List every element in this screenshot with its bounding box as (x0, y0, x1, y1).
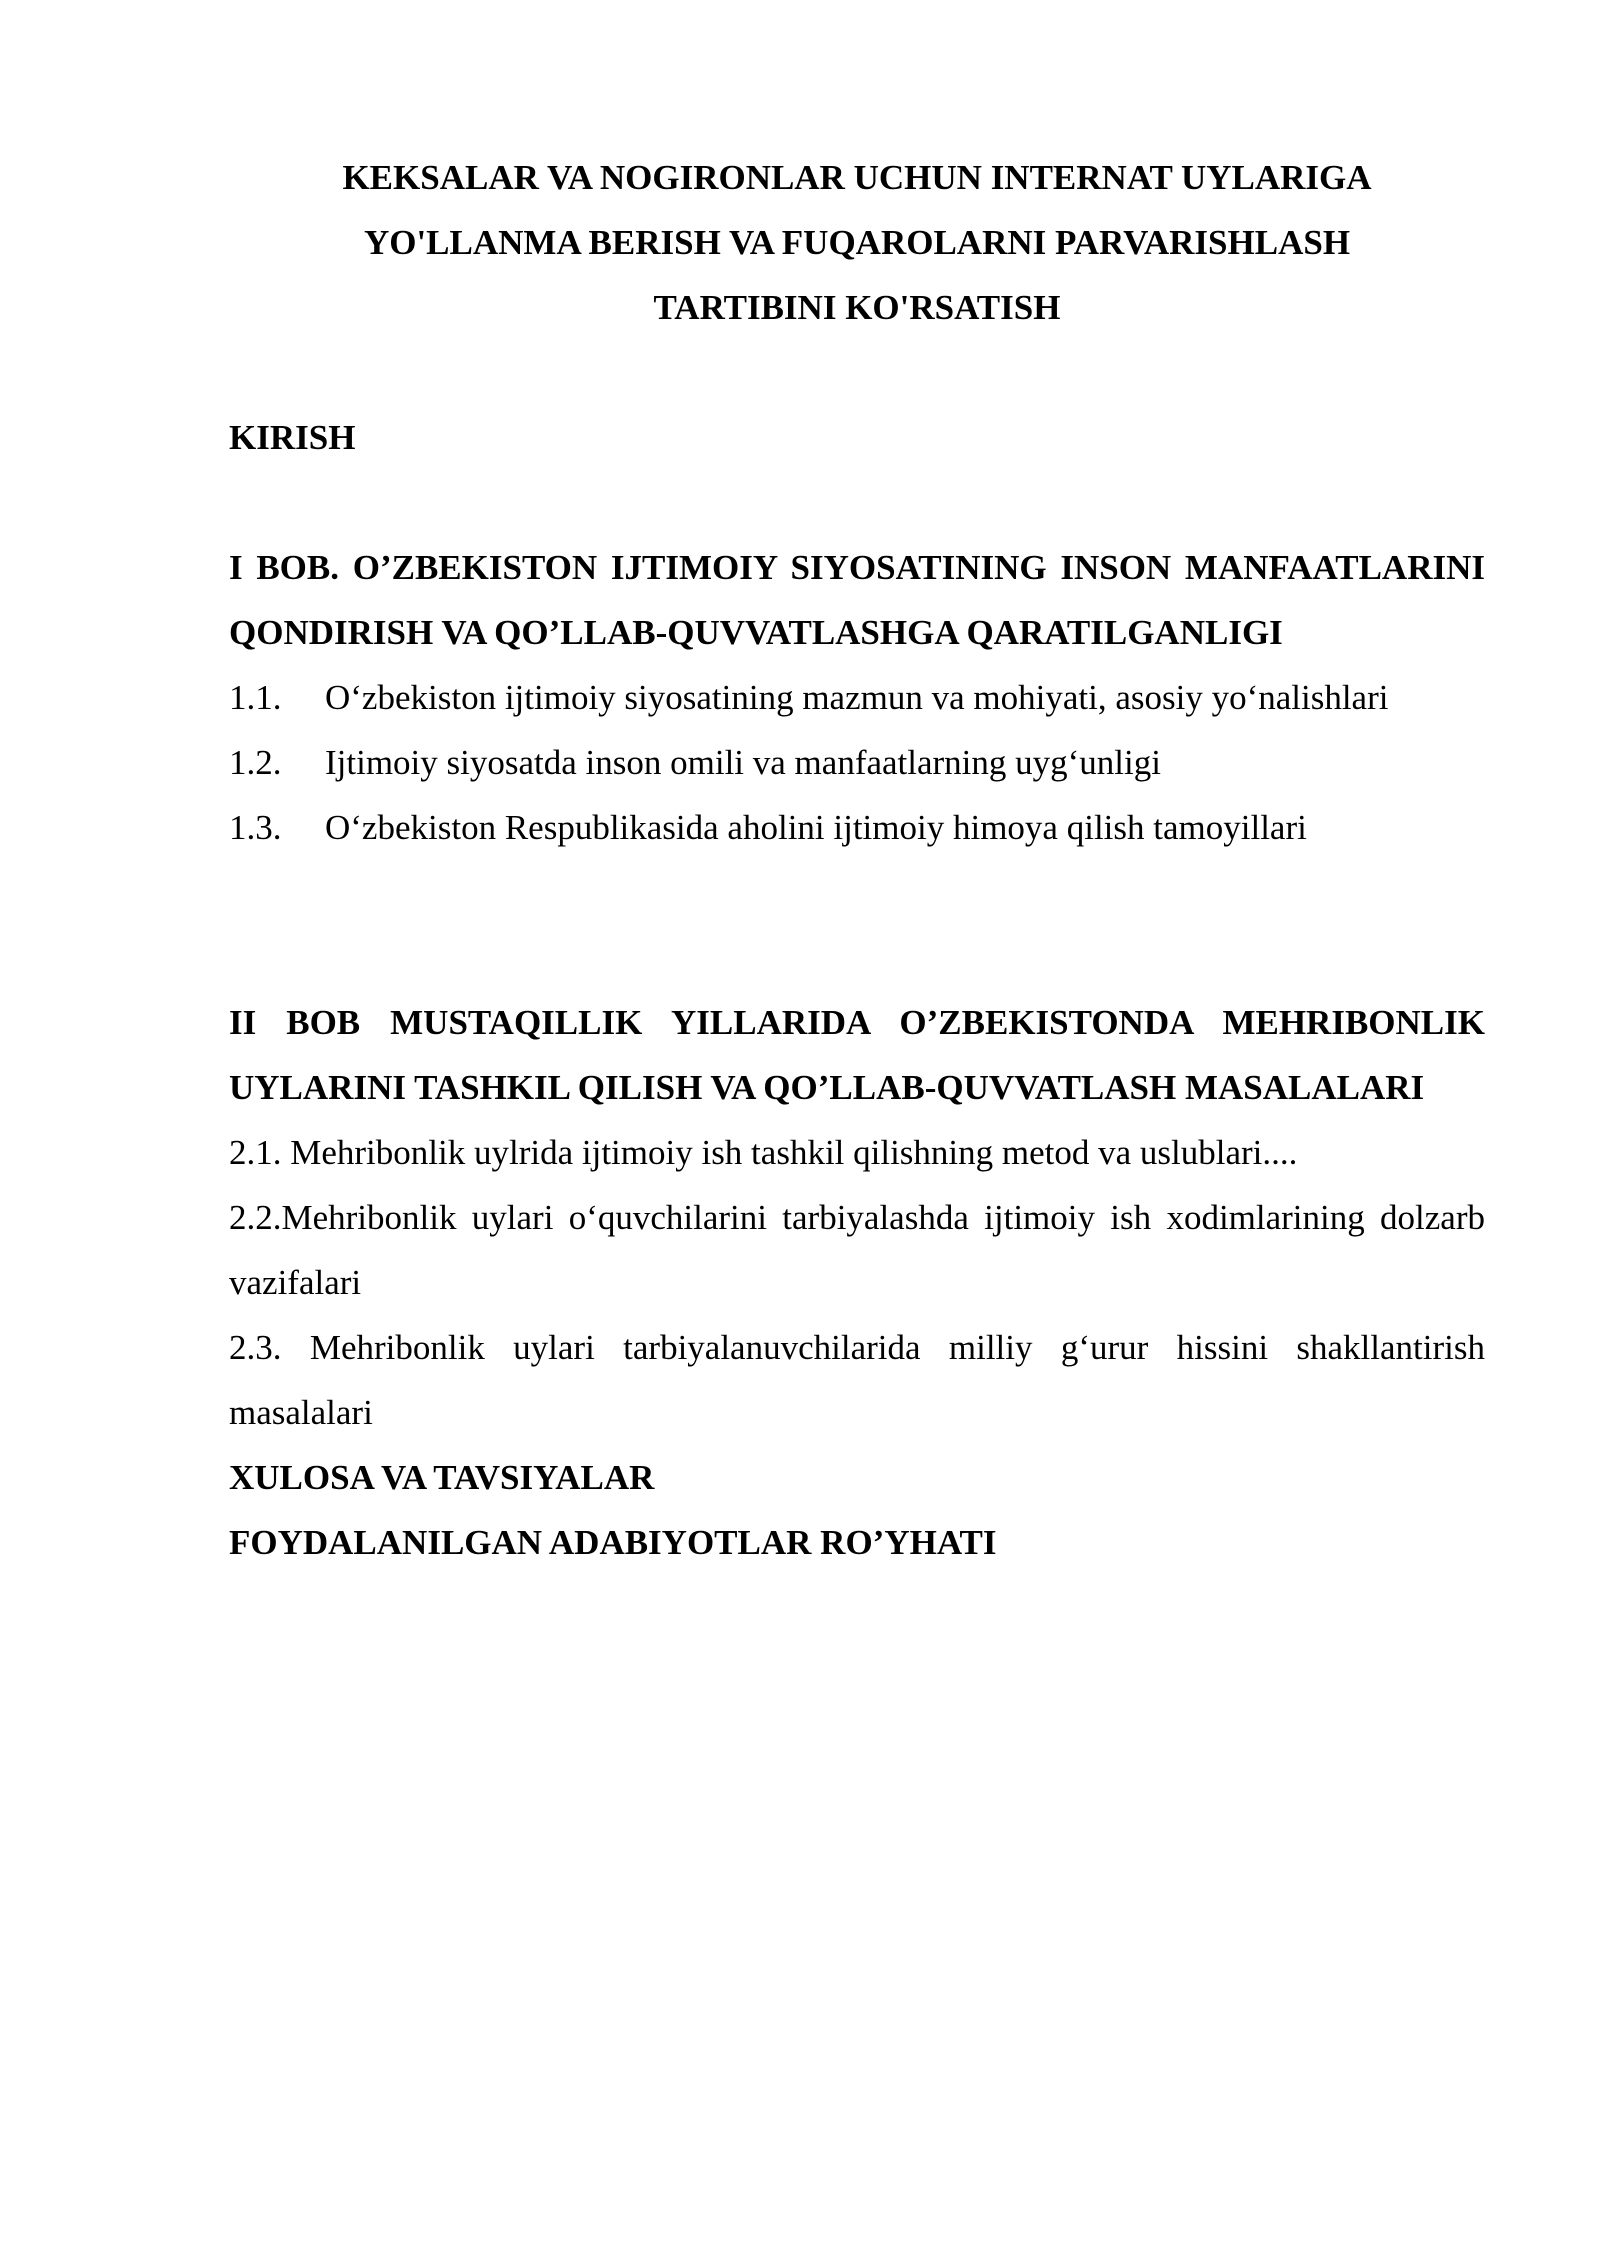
references-heading: FOYDALANILGAN ADABIYOTLAR RO’YHATI (229, 1523, 997, 1562)
table-of-contents (229, 145, 1485, 1562)
section-number: 1.3. (229, 808, 282, 847)
section-title: Ijtimoiy siyosatda inson omili va manfaatlarning uyg‘unligi (325, 743, 1161, 782)
title-line-1: KEKSALAR VA NOGIRONLAR UCHUN INTERNAT UYLARIGA (342, 158, 1372, 197)
chapter-2-heading: II BOB MUSTAQILLIK YILLARIDA O’ZBEKISTONDA MEHRIBONLIK UYLARINI TASHKIL QILISH VA QO’LLAB-QUVVATLASH MASALALARI (229, 1003, 1485, 1107)
conclusion-heading: XULOSA VA TAVSIYALAR (229, 1458, 655, 1497)
section-2-2: 2.2.Mehribonlik uylari o‘quvchilarini tarbiyalashda ijtimoiy ish xodimlarining dolzarb vazifalari (229, 1198, 1485, 1302)
chapter-1-block (229, 535, 1485, 860)
section-title: O‘zbekiston ijtimoiy siyosatining mazmun va mohiyati, asosiy yo‘nalishlari (325, 678, 1389, 717)
chapter-1-sections (229, 665, 1485, 860)
title-line-3: TARTIBINI KO'RSATISH (653, 288, 1061, 327)
section-title: O‘zbekiston Respublikasida aholini ijtimoiy himoya qilish tamoyillari (325, 808, 1307, 847)
section-number: 1.2. (229, 743, 282, 782)
chapter-1-heading: I BOB. O’ZBEKISTON IJTIMOIY SIYOSATINING INSON MANFAATLARINI QONDIRISH VA QO’LLAB-QUVVATLASHGA QARATILGANLIGI (229, 548, 1485, 652)
chapter-2-block (229, 990, 1485, 1575)
section-1-2 (229, 730, 1485, 795)
section-number: 1.1. (229, 678, 282, 717)
title-line-2: YO'LLANMA BERISH VA FUQAROLARNI PARVARISHLASH (363, 223, 1351, 262)
section-2-1: 2.1. Mehribonlik uylrida ijtimoiy ish tashkil qilishning metod va uslublari.... (229, 1133, 1298, 1172)
section-1-3 (229, 795, 1485, 860)
section-2-3: 2.3. Mehribonlik uylari tarbiyalanuvchilarida milliy g‘urur hissini shakllantirish masalalari (229, 1328, 1485, 1432)
intro-heading: KIRISH (229, 418, 356, 457)
section-1-1 (229, 665, 1485, 730)
document-title (229, 145, 1485, 340)
